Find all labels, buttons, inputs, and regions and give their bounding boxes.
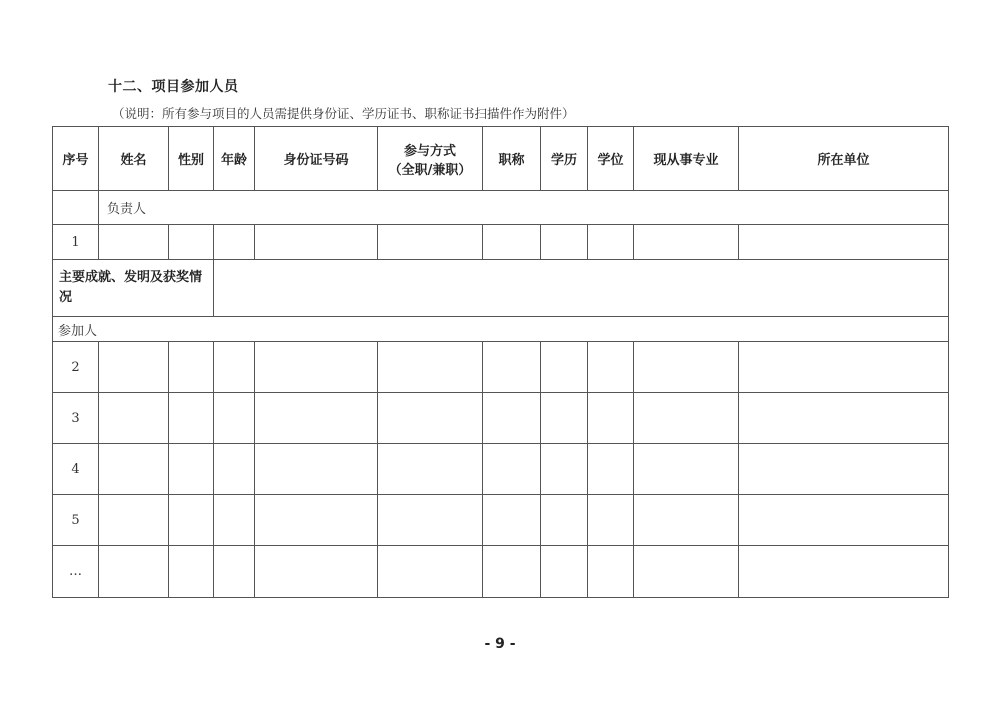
row-number: 4 [53,444,99,495]
leader-label-row [53,191,949,225]
header-degree: 学位 [588,127,634,191]
header-age: 年龄 [214,127,255,191]
section-title: 十二、项目参加人员 [108,79,239,95]
row-number: 2 [53,342,99,393]
cell-id-number[interactable] [255,495,378,546]
cell-degree[interactable] [588,393,634,444]
cell-education[interactable] [541,225,588,260]
cell-education[interactable] [541,444,588,495]
cell-degree[interactable] [588,546,634,598]
cell-degree[interactable] [588,444,634,495]
cell-age[interactable] [214,495,255,546]
achievements-row [53,260,949,317]
cell-gender[interactable] [169,495,214,546]
cell-major[interactable] [634,393,739,444]
header-name: 姓名 [99,127,169,191]
cell-name[interactable] [99,495,169,546]
header-unit: 所在单位 [739,127,949,191]
page-number: - 9 - [484,636,516,652]
cell-age[interactable] [214,225,255,260]
cell-title[interactable] [483,393,541,444]
header-gender: 性别 [169,127,214,191]
cell-gender[interactable] [169,444,214,495]
cell-gender[interactable] [169,393,214,444]
header-education: 学历 [541,127,588,191]
participants-label-row [53,317,949,342]
cell-participation[interactable] [378,495,483,546]
cell-gender[interactable] [169,342,214,393]
cell-title[interactable] [483,342,541,393]
cell-degree[interactable] [588,495,634,546]
header-participation [378,127,483,191]
cell-degree[interactable] [588,342,634,393]
row-number: … [53,546,99,598]
cell-unit[interactable] [739,393,949,444]
cell-id-number[interactable] [255,546,378,598]
table-row [53,495,949,546]
cell-education[interactable] [541,495,588,546]
cell-id-number[interactable] [255,225,378,260]
cell-id-number[interactable] [255,444,378,495]
cell-name[interactable] [99,546,169,598]
cell-education[interactable] [541,393,588,444]
achievements-field[interactable] [214,260,949,317]
cell-participation[interactable] [378,342,483,393]
row-number: 3 [53,393,99,444]
cell-title[interactable] [483,225,541,260]
cell-participation[interactable] [378,225,483,260]
header-id-number: 身份证号码 [255,127,378,191]
header-major: 现从事专业 [634,127,739,191]
cell-major[interactable] [634,225,739,260]
cell-major[interactable] [634,546,739,598]
cell-title[interactable] [483,546,541,598]
cell-id-number[interactable] [255,342,378,393]
cell-unit[interactable] [739,342,949,393]
cell-education[interactable] [541,342,588,393]
header-title: 职称 [483,127,541,191]
instruction-note: （说明：所有参与项目的人员需提供身份证、学历证书、职称证书扫描件作为附件） [112,106,575,121]
table-row [53,225,949,260]
achievements-label: 主要成就、发明及获奖情况 [53,260,214,317]
cell-title[interactable] [483,495,541,546]
cell-gender[interactable] [169,225,214,260]
cell-degree[interactable] [588,225,634,260]
cell-participation[interactable] [378,546,483,598]
table-row [53,393,949,444]
cell-unit[interactable] [739,546,949,598]
table-row [53,546,949,598]
cell-unit[interactable] [739,495,949,546]
personnel-table [52,126,949,598]
cell-name[interactable] [99,342,169,393]
cell-unit[interactable] [739,225,949,260]
cell-age[interactable] [214,444,255,495]
leader-label: 负责人 [99,191,949,225]
cell-id-number[interactable] [255,393,378,444]
cell-age[interactable] [214,546,255,598]
row-number: 1 [53,225,99,260]
cell-major[interactable] [634,342,739,393]
cell-age[interactable] [214,342,255,393]
cell-gender[interactable] [169,546,214,598]
header-seq: 序号 [53,127,99,191]
cell-name[interactable] [99,393,169,444]
cell-participation[interactable] [378,393,483,444]
row-number: 5 [53,495,99,546]
cell-education[interactable] [541,546,588,598]
cell-name[interactable] [99,444,169,495]
header-row [53,127,949,191]
cell-age[interactable] [214,393,255,444]
header-participation-line2: （全职/兼职） [388,162,472,178]
cell-participation[interactable] [378,444,483,495]
leader-label-blank-cell [53,191,99,225]
table-row [53,342,949,393]
cell-major[interactable] [634,495,739,546]
table-row [53,444,949,495]
cell-name[interactable] [99,225,169,260]
cell-title[interactable] [483,444,541,495]
cell-major[interactable] [634,444,739,495]
header-participation-line1: 参与方式 [403,143,456,159]
participants-label: 参加人 [53,317,949,342]
cell-unit[interactable] [739,444,949,495]
